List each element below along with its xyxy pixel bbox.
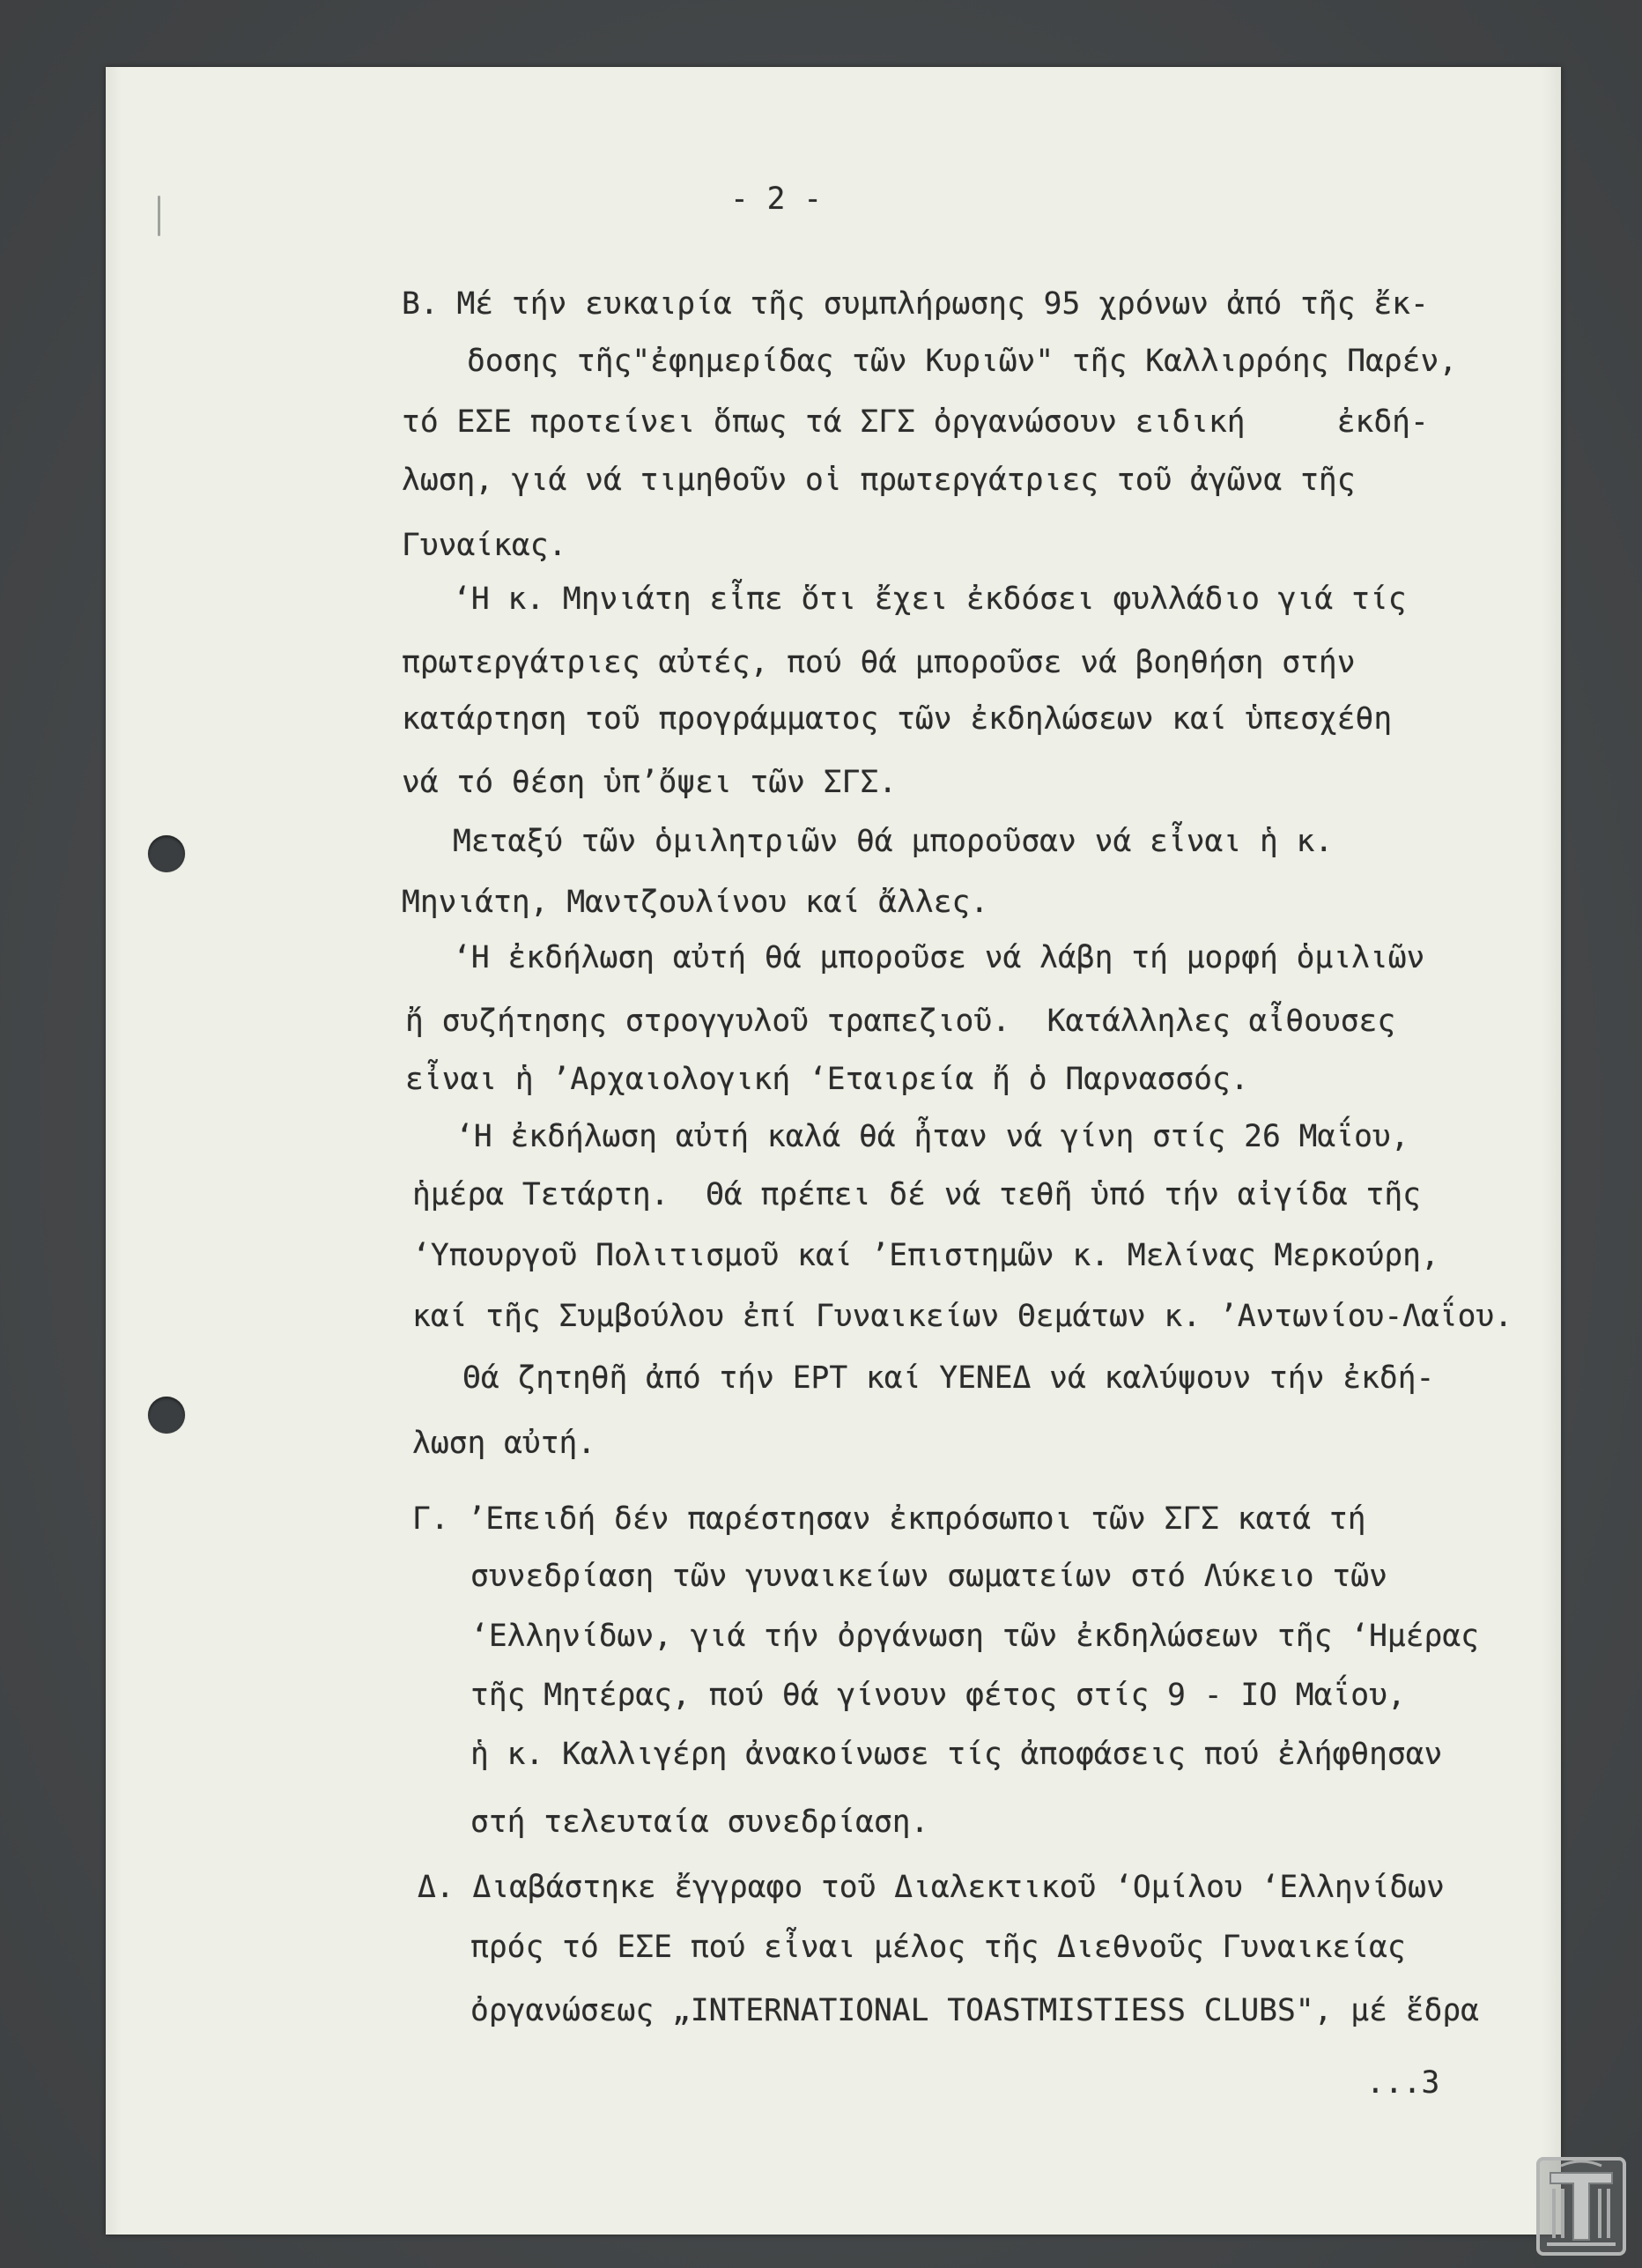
text-line: τῆς Μητέρας, πού θά γίνουν φέτος στίς 9 - IO Μαΐου,	[470, 1678, 1406, 1713]
text-line: ‘Η ἐκδήλωση αὐτή καλά θά ἦταν νά γίνη στίς 26 Μαΐου,	[455, 1119, 1409, 1154]
text-line: Θά ζητηθῆ ἀπό τήν ΕΡΤ καί ΥΕΝΕΔ νά καλύψουν τήν ἐκδή-	[462, 1360, 1435, 1396]
text-line: Μηνιάτη, Μαντζουλίνου καί ἄλλες.	[402, 885, 989, 920]
text-line: στή τελευταία συνεδρίαση.	[470, 1805, 929, 1840]
text-line: εἶναι ἡ ’Αρχαιολογική ‘Εταιρεία ἤ ὁ Παρνασσός.	[405, 1062, 1249, 1097]
text-line: πρός τό ΕΣΕ πού εἶναι μέλος τῆς Διεθνοῦς Γυναικείας	[470, 1930, 1406, 1965]
archive-monogram-logo-icon	[1535, 2155, 1628, 2257]
text-line: ἡ κ. Καλλιγέρη ἀνακοίνωσε τίς ἀποφάσεις πού ἐλήφθησαν	[470, 1737, 1443, 1772]
text-line: Γυναίκας.	[402, 528, 567, 563]
text-line: ὀργανώσεως „INTERNATIONAL TOASTMISTIESS CLUBS", μέ ἕδρα	[470, 1993, 1479, 2028]
text-line: λωση αὐτή.	[412, 1426, 596, 1461]
text-line: Δ. Διαβάστηκε ἔγγραφο τοῦ Διαλεκτικοῦ ‘Ομίλου ‘Ελληνίδων	[418, 1870, 1445, 1905]
text-line: ‘Υπουργοῦ Πολιτισμοῦ καί ’Επιστημῶν κ. Μελίνας Μερκούρη,	[412, 1238, 1439, 1273]
text-line: δοσης τῆς"ἐφημερίδας τῶν Κυριῶν" τῆς Καλλιρρόης Παρέν,	[467, 344, 1458, 379]
text-line: Β. Μέ τήν ευκαιρία τῆς συμπλήρωσης 95 χρόνων ἀπό τῆς ἔκ-	[402, 286, 1429, 322]
text-line: ‘Ελληνίδων, γιά τήν ὀργάνωση τῶν ἐκδηλώσεων τῆς ‘Ημέρας	[470, 1619, 1479, 1654]
text-line: πρωτεργάτριες αὐτές, πού θά μποροῦσε νά βοηθήση στήν	[402, 645, 1356, 680]
text-line: τό ΕΣΕ προτείνει ὅπως τά ΣΓΣ ὀργανώσουν ειδική ἐκδή-	[402, 404, 1429, 440]
text-line: συνεδρίαση τῶν γυναικείων σωματείων στό Λύκειο τῶν	[470, 1559, 1387, 1594]
punch-hole	[148, 835, 185, 872]
page-number: - 2 -	[730, 182, 823, 217]
text-line: καί τῆς Συμβούλου ἐπί Γυναικείων Θεμάτων κ. ’Αντωνίου-Λαΐου.	[412, 1299, 1513, 1334]
continuation-marker: ...3	[1366, 2065, 1440, 2101]
text-line: ἤ συζήτησης στρογγυλοῦ τραπεζιοῦ. Κατάλληλες αἶθουσες	[405, 1004, 1396, 1039]
text-line: λωση, γιά νά τιμηθοῦν οἱ πρωτεργάτριες τοῦ ἀγῶνα τῆς	[402, 463, 1356, 498]
text-line: Μεταξύ τῶν ὁμιλητριῶν θά μποροῦσαν νά εἶναι ἡ κ.	[453, 824, 1334, 859]
text-line: Γ. ’Επειδή δέν παρέστησαν ἐκπρόσωποι τῶν ΣΓΣ κατά τή	[412, 1501, 1366, 1537]
punch-hole	[148, 1397, 185, 1434]
text-line: κατάρτηση τοῦ προγράμματος τῶν ἐκδηλώσεων καί ὑπεσχέθη	[402, 701, 1393, 737]
text-line: ‘Η ἐκδήλωση αὐτή θά μποροῦσε νά λάβη τή μορφή ὁμιλιῶν	[453, 940, 1425, 975]
text-line: ἡμέρα Τετάρτη. Θά πρέπει δέ νά τεθῆ ὑπό τήν αἰγίδα τῆς	[412, 1177, 1421, 1212]
text-line: νά τό θέση ὑπ’ὄψει τῶν ΣΓΣ.	[402, 765, 898, 800]
scan-mark	[158, 196, 160, 236]
text-line: ‘Η κ. Μηνιάτη εἶπε ὅτι ἔχει ἐκδόσει φυλλάδιο γιά τίς	[453, 582, 1407, 617]
